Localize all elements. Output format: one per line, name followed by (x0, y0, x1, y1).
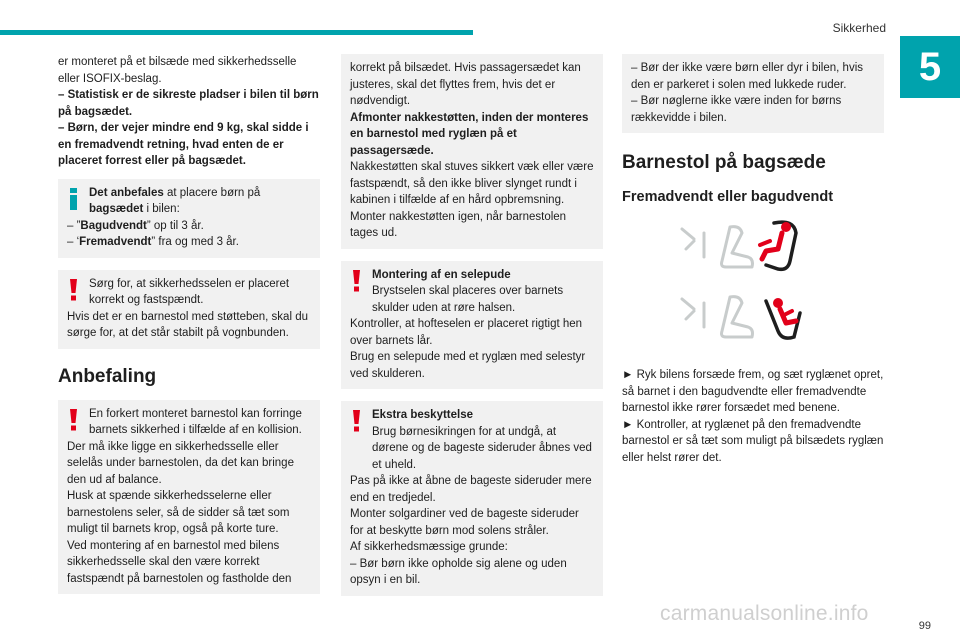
heading-anbefaling: Anbefaling (58, 365, 157, 387)
info-line: – ” (67, 219, 81, 232)
continued-box (341, 54, 603, 249)
warning-text: – Bør børn ikke opholde sig alene og uden opsyn i en bil. (350, 557, 567, 586)
info-line-end: ” op til 3 år. (146, 219, 204, 232)
warning-title: Ekstra beskyttelse (372, 409, 474, 421)
intro-text (58, 54, 320, 170)
instruction-step: ► Kontroller, at ryglænet på den fremadvendte barnestol er så tæt som muligt på bilsædets ryglæn eller helst rører det. (622, 418, 884, 464)
warning-box (341, 261, 603, 390)
box-text: – Bør der ikke være børn eller dyr i bilen, hvis den er parkeret i solen med lukkede ruder. (631, 62, 863, 91)
intro-bullet: – Statistisk er de sikreste pladser i bilen til børn på bagsædet. (58, 89, 319, 118)
continued-box (622, 54, 884, 133)
warning-title: Montering af en selepude (372, 268, 511, 281)
subheading-direction: Fremadvendt eller bagudvendt (622, 189, 834, 205)
warning-text: Der må ikke ligge en sikkerhedsselle eller selelås under barnestolen, da det kan bringe den ud af balance. (67, 440, 294, 486)
warning-icon (351, 410, 362, 432)
instruction-step: ► Ryk bilens forsæde frem, og sæt ryglænet opret, så barnet i den bagudvendte eller fremadvendte barnestol ikke rører forsædet med benene. (622, 369, 884, 414)
forward-facing-seat-illustration (674, 217, 884, 281)
seat-rearward-icon (674, 287, 814, 351)
watermark: carmanualsonline.info (660, 602, 869, 625)
info-lead-bold: Det anbefales (89, 186, 164, 199)
info-lead-end: i bilen: (143, 203, 180, 215)
box-text: Nakkestøtten skal stuves sikkert væk eller være fastspændt, så den ikke bliver slynget rundt i kabinen i tilfælde af en hård opbremsning. Monter nakkestøtten igen, når barnestolen tages ud. (350, 161, 594, 239)
info-line-bold: Fremadvendt (79, 236, 152, 248)
warning-box (341, 401, 603, 596)
info-box (58, 179, 320, 258)
rear-facing-seat-illustration (674, 287, 884, 351)
instructions (622, 367, 884, 466)
intro-para: er monteret på et bilsæde med sikkerhedsselle eller ISOFIX-beslag. (58, 56, 297, 85)
warning-icon (68, 409, 79, 431)
header-accent-bar (0, 30, 473, 35)
warning-text: Sørg for, at sikkerhedsselen er placeret korrekt og fastspændt. (89, 277, 290, 306)
warning-text: Husk at spænde sikkerhedsselerne eller barnestolens seler, så de sidder så tæt som muligt til barnets krop, også på korte ture. (67, 490, 290, 535)
warning-text: Kontroller, at hofteselen er placeret rigtigt hen over barnets lår. (350, 318, 583, 347)
info-line-bold: Bagudvendt (80, 219, 147, 232)
box-text: – Bør nøglerne ikke være inden for børns rækkevidde i bilen. (631, 95, 842, 124)
intro-bullet: – Børn, der vejer mindre end 9 kg, skal sidde i en fremadvendt retning, hvad enten de er placeret forrest eller på bagsædet. (58, 122, 309, 167)
info-icon (68, 188, 79, 210)
warning-text: Brug en selepude med et ryglæn med selestyr ved skulderen. (350, 351, 586, 380)
warning-box (58, 270, 320, 349)
info-line: – ‘ (67, 236, 80, 248)
warning-text: Ved montering af en barnestol med bilens sikkerhedsselle skal den være korrekt fastspændt på barnestolen og fastholde den (67, 539, 292, 585)
warning-icon (68, 279, 79, 301)
box-text: korrekt på bilsædet. Hvis passagersædet kan justeres, skal det flyttes frem, hvis det er nødvendigt. (350, 62, 581, 107)
seat-forward-icon (674, 217, 814, 281)
info-lead: at placere børn på (163, 186, 261, 199)
box-bold: Afmonter nakkestøtten, inden der monteres en barnestol med ryglæn på et passagersæde. (350, 111, 589, 157)
column-3 (622, 54, 884, 466)
warning-text: Pas på ikke at åbne de bageste sideruder mere end en tredjedel. (350, 475, 592, 504)
section-title: Sikkerhed (832, 21, 886, 35)
warning-text: Brug børnesikringen for at undgå, at dørene og de bageste sideruder åbnes ved et uheld. (372, 425, 592, 471)
info-line-end: ” fra og med 3 år. (151, 236, 239, 248)
column-1 (58, 54, 320, 606)
warning-icon (351, 270, 362, 292)
warning-box (58, 400, 320, 595)
warning-text: En forkert monteret barnestol kan forringe barnets sikkerhed i tilfælde af en kollision. (89, 407, 302, 436)
warning-text: Monter solgardiner ved de bageste sideruder for at beskytte børn mod solens stråler. (350, 508, 579, 537)
warning-text: Hvis det er en barnestol med støtteben, skal du sørge for, at det står stabilt på vognbunden. (67, 310, 308, 339)
warning-text: Brystselen skal placeres over barnets skulder uden at røre halsen. (372, 285, 564, 314)
warning-text: Af sikkerhedsmæssige grunde: (350, 541, 508, 553)
chapter-tab: 5 (900, 36, 960, 98)
info-lead-bold2: bagsædet (89, 203, 144, 215)
column-2 (341, 54, 603, 608)
page-number: 99 (918, 620, 931, 632)
heading-barnestol: Barnestol på bagsæde (622, 152, 826, 173)
